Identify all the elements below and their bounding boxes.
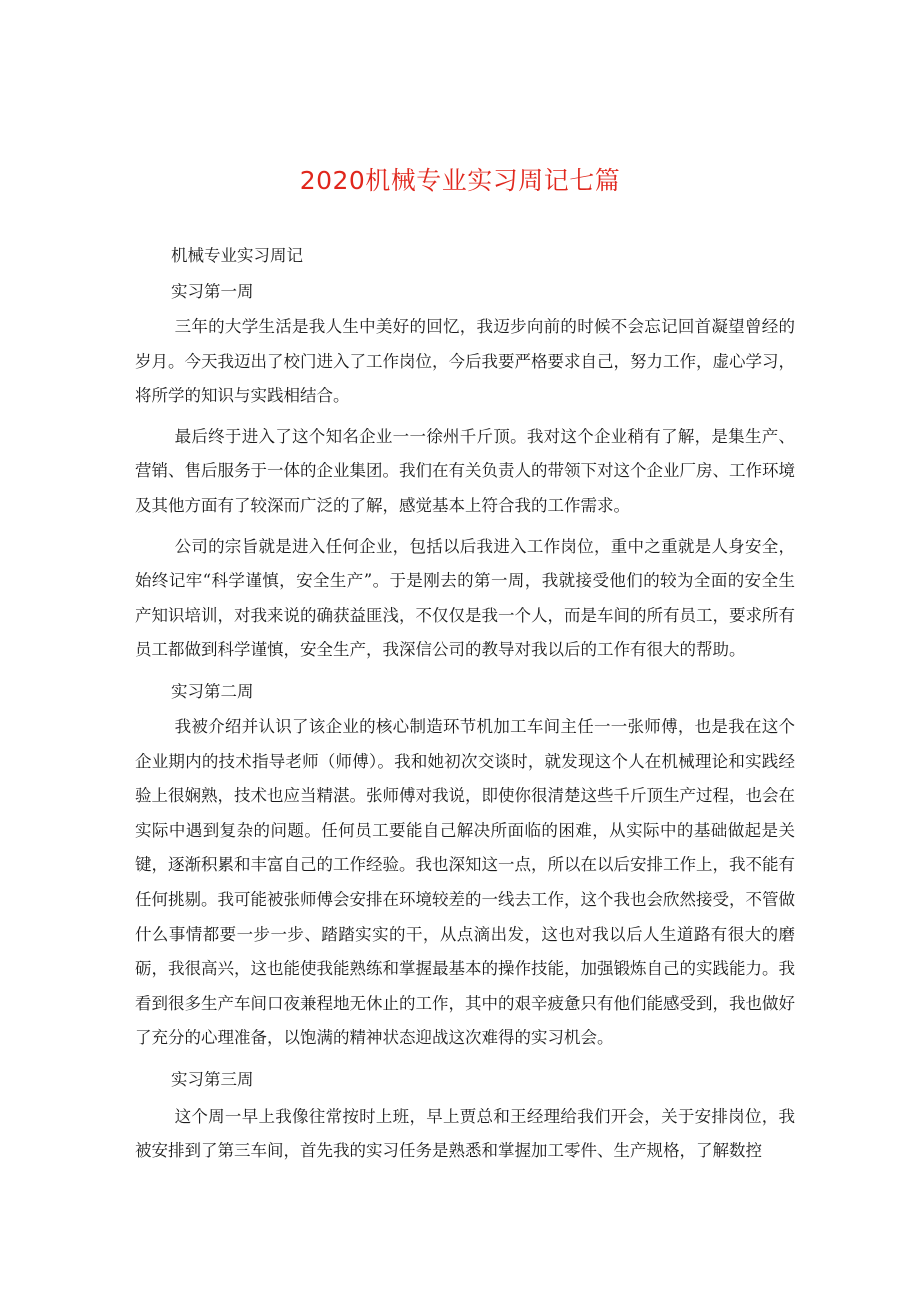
paragraph: 这个周一早上我像往常按时上班，早上贾总和王经理给我们开会，关于安排岗位，我被安排到了第三车间，首先我的实习任务是熟悉和掌握加工零件、生产规格，了解数控 [135, 1106, 795, 1161]
section-heading-week-3: 实习第三周 [171, 1069, 254, 1089]
paragraph: 最后终于进入了这个知名企业一一徐州千斤顶。我对这个企业稍有了解，是集生产、营销、售后服务于一体的企业集团。我们在有关负责人的带领下对这个企业厂房、工作环境及其他方面有了较深而广泛的了解，感觉基本上符合我的工作需求。 [135, 426, 795, 515]
document-body [135, 238, 795, 1175]
document-subtitle: 机械专业实习周记 [171, 246, 303, 265]
paragraph: 公司的宗旨就是进入任何企业，包括以后我进入工作岗位，重中之重就是人身安全，始终记牢“科学谨慎，安全生产”。于是刚去的第一周，我就接受他们的较为全面的安全生产知识培训，对我来说的确获益匪浅，不仅仅是我一个人，而是车间的所有员工，要求所有员工都做到科学谨慎，安全生产，我深信公司的教导对我以后的工作有很大的帮助。 [135, 536, 795, 660]
document-title: 2020机械专业实习周记七篇 [299, 166, 621, 195]
paragraph: 我被介绍并认识了该企业的核心制造环节机加工车间主任一一张师傅，也是我在这个企业期内的技术指导老师（师傅）。我和她初次交谈时，就发现这个人在机械理论和实践经验上很娴熟，技术也应当精湛。张师傅对我说，即使你很清楚这些千斤顶生产过程，也会在实际中遇到复杂的问题。任何员工要能自己解决所面临的困难，从实际中的基础做起是关键，逐渐积累和丰富自己的工作经验。我也深知这一点，所以在以后安排工作上，我不能有任何挑剔。我可能被张师傅会安排在环境较差的一线去工作，这个我也会欣然接受，不管做什么事情都要一步一步、踏踏实实的干，从点滴出发，这也对我以后人生道路有很大的磨砺，我很高兴，这也能使我能熟练和掌握最基本的操作技能，加强锻炼自己的实践能力。我看到很多生产车间口夜兼程地无休止的工作，其中的艰辛疲惫只有他们能感受到，我也做好了充分的心理准备，以饱满的精神状态迎战这次难得的实习机会。 [135, 716, 795, 1048]
paragraph: 三年的大学生活是我人生中美好的回忆，我迈步向前的时候不会忘记回首凝望曾经的岁月。今天我迈出了校门进入了工作岗位，今后我要严格要求自己，努力工作，虚心学习，将所学的知识与实践相结合。 [135, 317, 795, 406]
section-heading-week-2: 实习第二周 [171, 681, 254, 701]
section-heading-week-1: 实习第一周 [171, 282, 254, 301]
